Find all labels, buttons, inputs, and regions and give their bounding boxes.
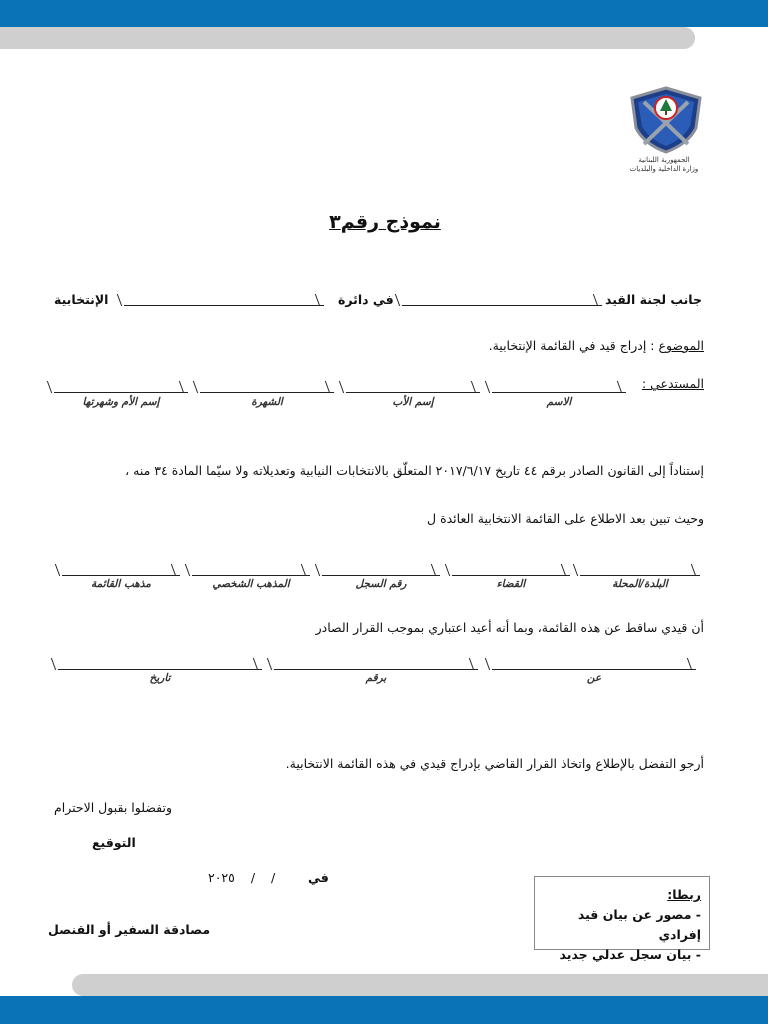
bottom-blue-bar <box>0 996 768 1024</box>
label-personal-sect: المذهب الشخصي <box>212 578 290 590</box>
label-number: برقم <box>365 672 387 684</box>
label-name: الاسم <box>546 396 572 408</box>
attachments-title: ربطا: <box>667 887 701 902</box>
town-blank[interactable] <box>580 563 700 576</box>
subject-text: : إدراج قيد في القائمة الإنتخابية. <box>488 338 655 353</box>
paragraph-found: وحيث تبين بعد الاطلاع على القائمة الانتخابية العائدة ل <box>427 511 704 526</box>
applicant-mother-blank[interactable] <box>54 380 188 393</box>
closing-text: وتفضلوا بقبول الاحترام <box>54 800 173 815</box>
applicant-father-blank[interactable] <box>346 380 480 393</box>
label-issuer: عن <box>586 672 602 684</box>
label-registry-number: رقم السجل <box>355 578 407 590</box>
label-father-name: إسم الأب <box>392 396 434 408</box>
label-town: البلدة/المحلة <box>612 578 668 590</box>
label-family-name: الشهرة <box>251 396 283 408</box>
electoral-suffix: الإنتخابية <box>54 292 109 307</box>
consul-approval: مصادقة السفير أو القنصل <box>48 922 211 937</box>
top-blue-bar <box>0 0 768 27</box>
label-date: تاريخ <box>149 672 171 684</box>
attachment-item: - مصور عن بيان قيد إفرادي <box>577 907 701 942</box>
decision-issuer-blank[interactable] <box>492 657 696 670</box>
list-sect-blank[interactable] <box>62 563 180 576</box>
label-list-sect: مذهب القائمة <box>91 578 151 590</box>
applicant-family-blank[interactable] <box>200 380 334 393</box>
label-qada: القضاء <box>496 578 526 590</box>
committee-prefix: جانب لجنة القيد <box>604 292 702 307</box>
paragraph-request: أرجو التفضل بالإطلاع واتخاذ القرار القاضي بإدراج قيدي في هذه القائمة الانتخابية. <box>285 756 704 771</box>
decision-number-blank[interactable] <box>274 657 478 670</box>
bottom-grey-bar <box>72 974 768 996</box>
paragraph-dropped: أن قيدي ساقط عن هذه القائمة، وبما أنه أعيد اعتباري بموجب القرار الصادر <box>315 620 704 635</box>
committee-blank[interactable] <box>402 293 602 306</box>
district-qada-blank[interactable] <box>452 563 570 576</box>
paragraph-law: إستناداً إلى القانون الصادر برقم ٤٤ تاريخ ٢٠١٧/٦/١٧ المتعلّق بالانتخابات النيابية وتعديلاته ولا سيّما المادة ٣٤ منه ، <box>125 463 704 478</box>
ministry-line-1: الجمهورية اللبنانية <box>638 156 690 164</box>
applicant-label: المستدعي : <box>641 376 704 391</box>
applicant-name-blank[interactable] <box>492 380 626 393</box>
date-value[interactable]: / / ٢٠٢٥ <box>208 870 276 885</box>
ministry-line-2: وزارة الداخلية والبلديات <box>629 165 699 173</box>
attachments-box <box>534 876 710 962</box>
ministry-name <box>614 156 714 174</box>
district-label: في دائرة <box>338 292 394 307</box>
signature-label: التوقيع <box>92 835 136 850</box>
form-title: نموذج رقم٣ <box>329 211 441 233</box>
subject-line <box>489 338 704 353</box>
date-prefix: في <box>308 870 329 885</box>
personal-sect-blank[interactable] <box>192 563 310 576</box>
registry-number-blank[interactable] <box>322 563 440 576</box>
label-mother-name: إسم الأم وشهرتها <box>82 396 160 408</box>
subject-label: الموضوع <box>658 338 704 353</box>
decision-date-blank[interactable] <box>58 657 262 670</box>
top-grey-bar <box>0 27 695 49</box>
district-blank[interactable] <box>124 293 324 306</box>
attachment-item: - بيان سجل عدلي جديد <box>559 947 701 962</box>
